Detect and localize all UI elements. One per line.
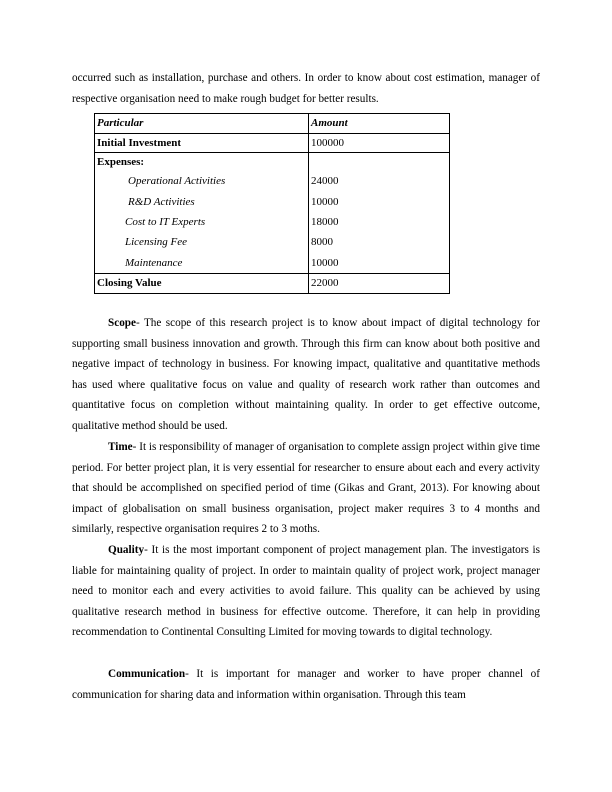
expenses-label: Expenses: (97, 156, 145, 169)
time-text: - It is responsibility of manager of organisation to complete assign project within give time period. For better project plan, it is very essential for researcher to ensure about each and every activity that should be accomplished on specified period of time (Gikas and Grant, 2013). For knowing about impact of globalisation on small business organisation, project maker requires 3 to 4 months and similarly, respective organisation requires 2 to 3 moths. (72, 441, 540, 536)
header-amount: Amount (309, 114, 450, 134)
expense-value-it-experts: 18000 (311, 216, 339, 228)
quality-text: - It is the most important component of project management plan. The investigators is liable for maintaining quality of project. In order to maintain quality of project work, project manager need to monitor each and every activities to avoid failure. This quality can be achieved by using qualitative research method in business for effective outcome. Therefore, it can help in providing recommendation to Continental Consulting Limited for moving towards to digital technology. (72, 544, 540, 639)
table-row-initial (95, 133, 450, 153)
expenses-cell (95, 153, 309, 274)
expense-value-operational: 24000 (311, 175, 339, 188)
time-paragraph (72, 437, 540, 540)
expense-label-operational: Operational Activities (128, 175, 226, 188)
quality-paragraph (72, 540, 540, 643)
expense-label-licensing: Licensing Fee (125, 236, 188, 249)
closing-value-label: Closing Value (95, 274, 309, 294)
expense-label-maintenance: Maintenance (125, 256, 183, 269)
table-row-expenses (95, 153, 450, 274)
closing-value-amount: 22000 (309, 274, 450, 294)
communication-text: - It is important for manager and worker to have proper channel of communication for sharing data and information within organisation. Through this team (72, 668, 540, 701)
communication-paragraph (72, 664, 540, 705)
expense-label-it-experts: Cost to IT Experts (125, 216, 206, 228)
table-header-row (95, 114, 450, 134)
expense-label-rnd: R&D Activities (128, 195, 195, 208)
header-particular: Particular (95, 114, 309, 134)
budget-table (94, 113, 450, 294)
time-heading: Time (108, 441, 133, 453)
initial-investment-label: Initial Investment (95, 133, 309, 153)
scope-heading: Scope (108, 317, 136, 329)
initial-investment-value: 100000 (309, 133, 450, 153)
expenses-values-cell (309, 153, 450, 274)
table-row-closing (95, 274, 450, 294)
expense-value-licensing: 8000 (311, 236, 333, 249)
communication-heading: Communication (108, 668, 186, 680)
expense-value-maintenance: 10000 (311, 256, 339, 269)
scope-text: - The scope of this research project is to know about impact of digital technology for supporting small business innovation and growth. Through this firm can know about both positive and negative impact of technology in business. For knowing impact, qualitative and quantitative methods has used where qualitative focus on value and quality of research work rather than outcomes and quantitative focus on completion without maintaining quality. In order to get effective outcome, qualitative method should be used. (72, 317, 540, 432)
intro-paragraph: occurred such as installation, purchase and others. In order to know about cost estimation, manager of respective organisation need to make rough budget for better results. (72, 72, 540, 105)
quality-heading: Quality (108, 544, 145, 556)
scope-paragraph (72, 313, 540, 437)
expense-value-rnd: 10000 (311, 195, 339, 208)
